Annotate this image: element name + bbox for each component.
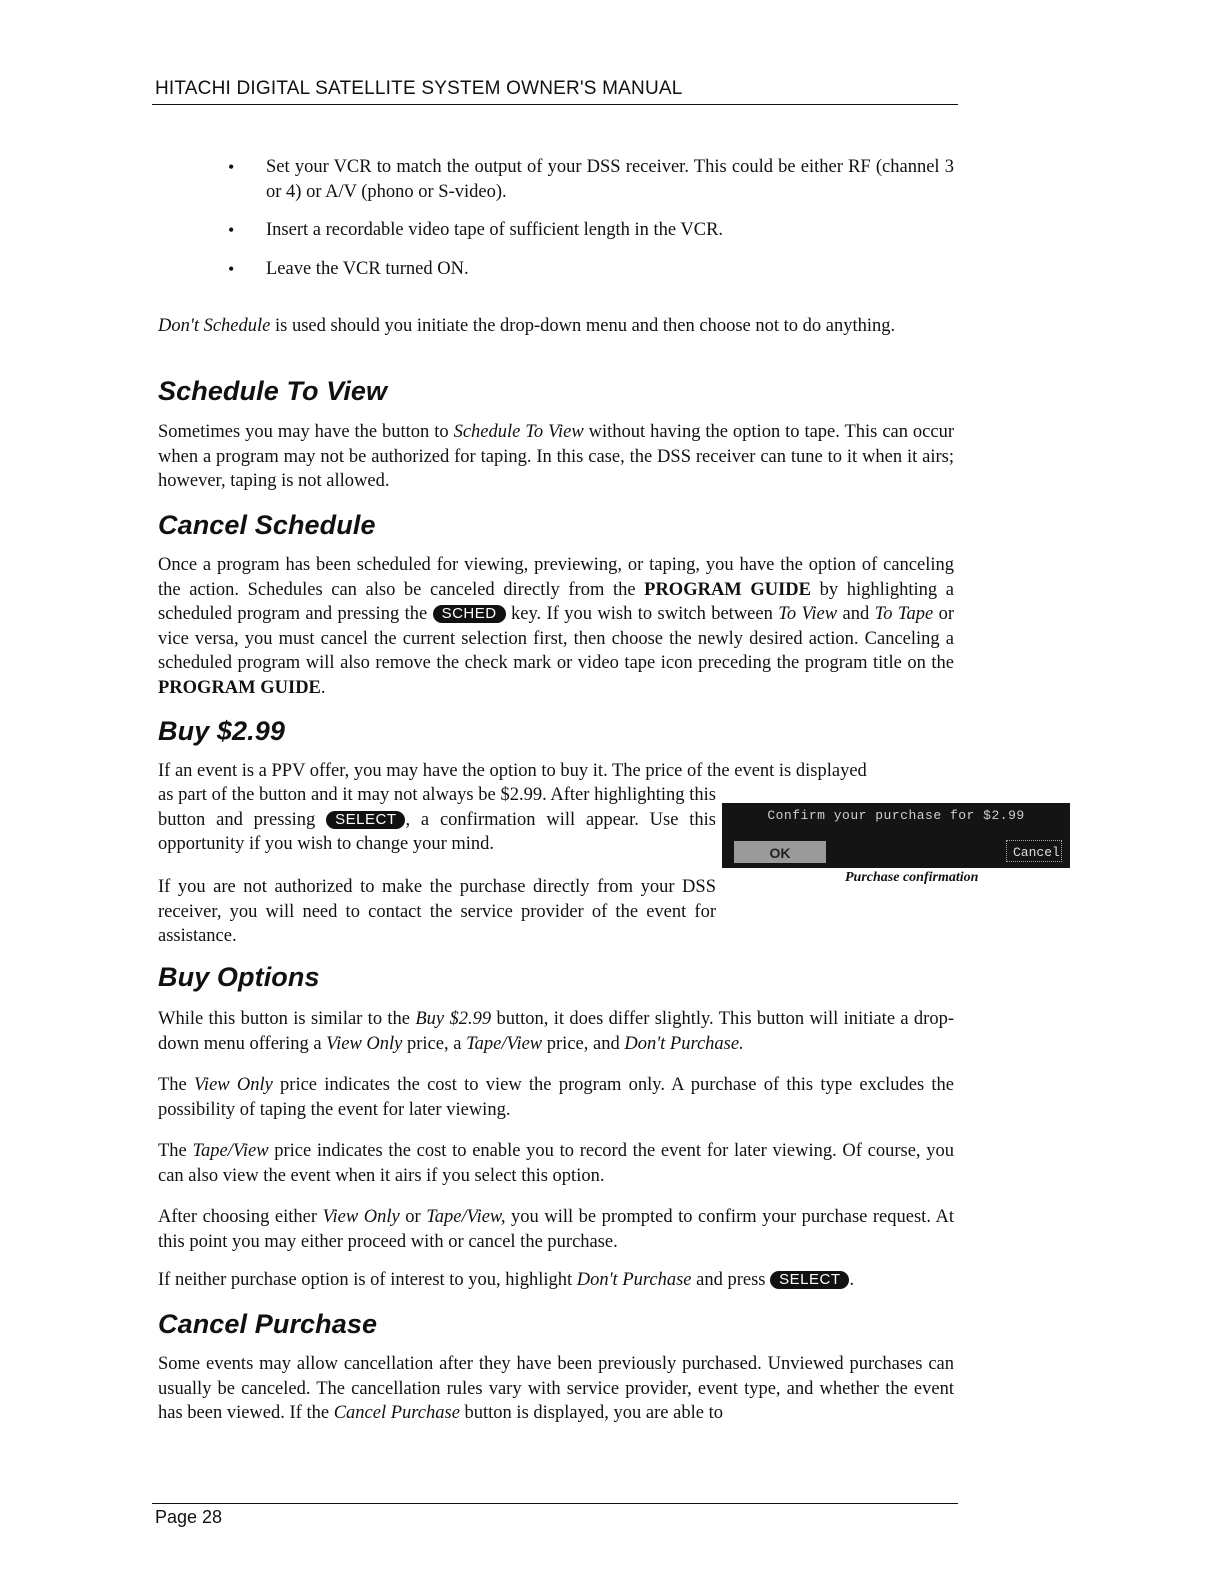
heading-cancel-purchase: Cancel Purchase (158, 1309, 378, 1339)
term-dont-schedule: Don't Schedule (158, 316, 271, 336)
buy-paragraph-2: If you are not authorized to make the purchase directly from your DSS receiver, you will need to contact the service provider of the event for assistance. (158, 877, 716, 946)
heading-schedule-to-view: Schedule To View (158, 376, 388, 406)
select-key-icon: SELECT (326, 811, 405, 829)
dialog-title: Confirm your purchase for $2.99 (767, 808, 1025, 823)
header-rule (152, 104, 958, 105)
bullet-item: • Set your VCR to match the output of your DSS receiver. This could be either RF (channel 3 or 4) or A/V (phono or S-video). (232, 155, 954, 204)
buy-paragraph-lead: If an event is a PPV offer, you may have the option to buy it. The price of the event is displayed (158, 761, 867, 781)
buy-options-paragraph-1: While this button is similar to the Buy $2.99 button, it does differ slightly. This button will initiate a drop-down menu offering a View Only price, a Tape/View price, and Don't Purchase. (158, 1009, 955, 1054)
bullet-item: • Leave the VCR turned ON. (232, 257, 954, 282)
schedule-to-view-paragraph: Sometimes you may have the button to Schedule To View without having the option to tape. This can occur when a program may not be authorized for taping. In this case, the DSS receiver can tune to it when it airs; however, taping is not allowed. (158, 422, 955, 491)
heading-cancel-schedule: Cancel Schedule (158, 510, 376, 540)
buy-options-paragraph-5: If neither purchase option is of interest to you, highlight Don't Purchase and press SELECT . (158, 1270, 855, 1290)
running-header: HITACHI DIGITAL SATELLITE SYSTEM OWNER'S MANUAL (155, 78, 683, 99)
select-key-icon: SELECT (770, 1271, 849, 1289)
bullet-item: • Insert a recordable video tape of sufficient length in the VCR. (232, 218, 954, 243)
cancel-schedule-paragraph: Once a program has been scheduled for viewing, previewing, or taping, you have the option of canceling the action. Schedules can also be canceled directly from the PROGRAM GUIDE by highlighting a scheduled program and pressing the SCHED key. If you wish to switch between To View and To Tape or vice versa, you must cancel the current selection first, then choose the newly desired action. Canceling a scheduled program will also remove the check mark or video tape icon preceding the program title on the PROGRAM GUIDE. (158, 555, 954, 698)
cancel-purchase-paragraph: Some events may allow cancellation after they have been previously purchased. Unviewed purchases can usually be canceled. The cancellation rules vary with service provider, event type, and whether the event has been viewed. If the Cancel Purchase button is displayed, you are able to (158, 1354, 954, 1423)
buy-options-paragraph-3: The Tape/View price indicates the cost to enable you to record the event for later viewing. Of course, you can also view the event when it airs if you select this option. (158, 1141, 954, 1186)
sched-key-icon: SCHED (433, 605, 506, 623)
dont-schedule-paragraph: Don't Schedule is used should you initiate the drop-down menu and then choose not to do anything. (158, 316, 896, 336)
purchase-confirmation-dialog (722, 803, 1070, 868)
footer-rule (152, 1503, 958, 1504)
figure-caption: Purchase confirmation (845, 870, 979, 885)
vcr-setup-bullet-list (232, 155, 954, 295)
ok-button[interactable]: OK (734, 841, 826, 863)
buy-options-paragraph-4: After choosing either View Only or Tape/View, you will be prompted to confirm your purchase request. At this point you may either proceed with or cancel the purchase. (158, 1207, 954, 1252)
heading-buy: Buy $2.99 (158, 716, 285, 746)
buy-paragraph-1: as part of the button and it may not always be $2.99. After highlighting this button and pressing SELECT , a confirmation will appear. Use this opportunity if you wish to change your mind. (158, 785, 716, 854)
buy-options-paragraph-2: The View Only price indicates the cost to view the program only. A purchase of this type excludes the possibility of taping the event for later viewing. (158, 1075, 954, 1120)
heading-buy-options: Buy Options (158, 962, 320, 992)
page-number: Page 28 (155, 1507, 223, 1527)
cancel-button[interactable]: Cancel (1006, 840, 1062, 862)
